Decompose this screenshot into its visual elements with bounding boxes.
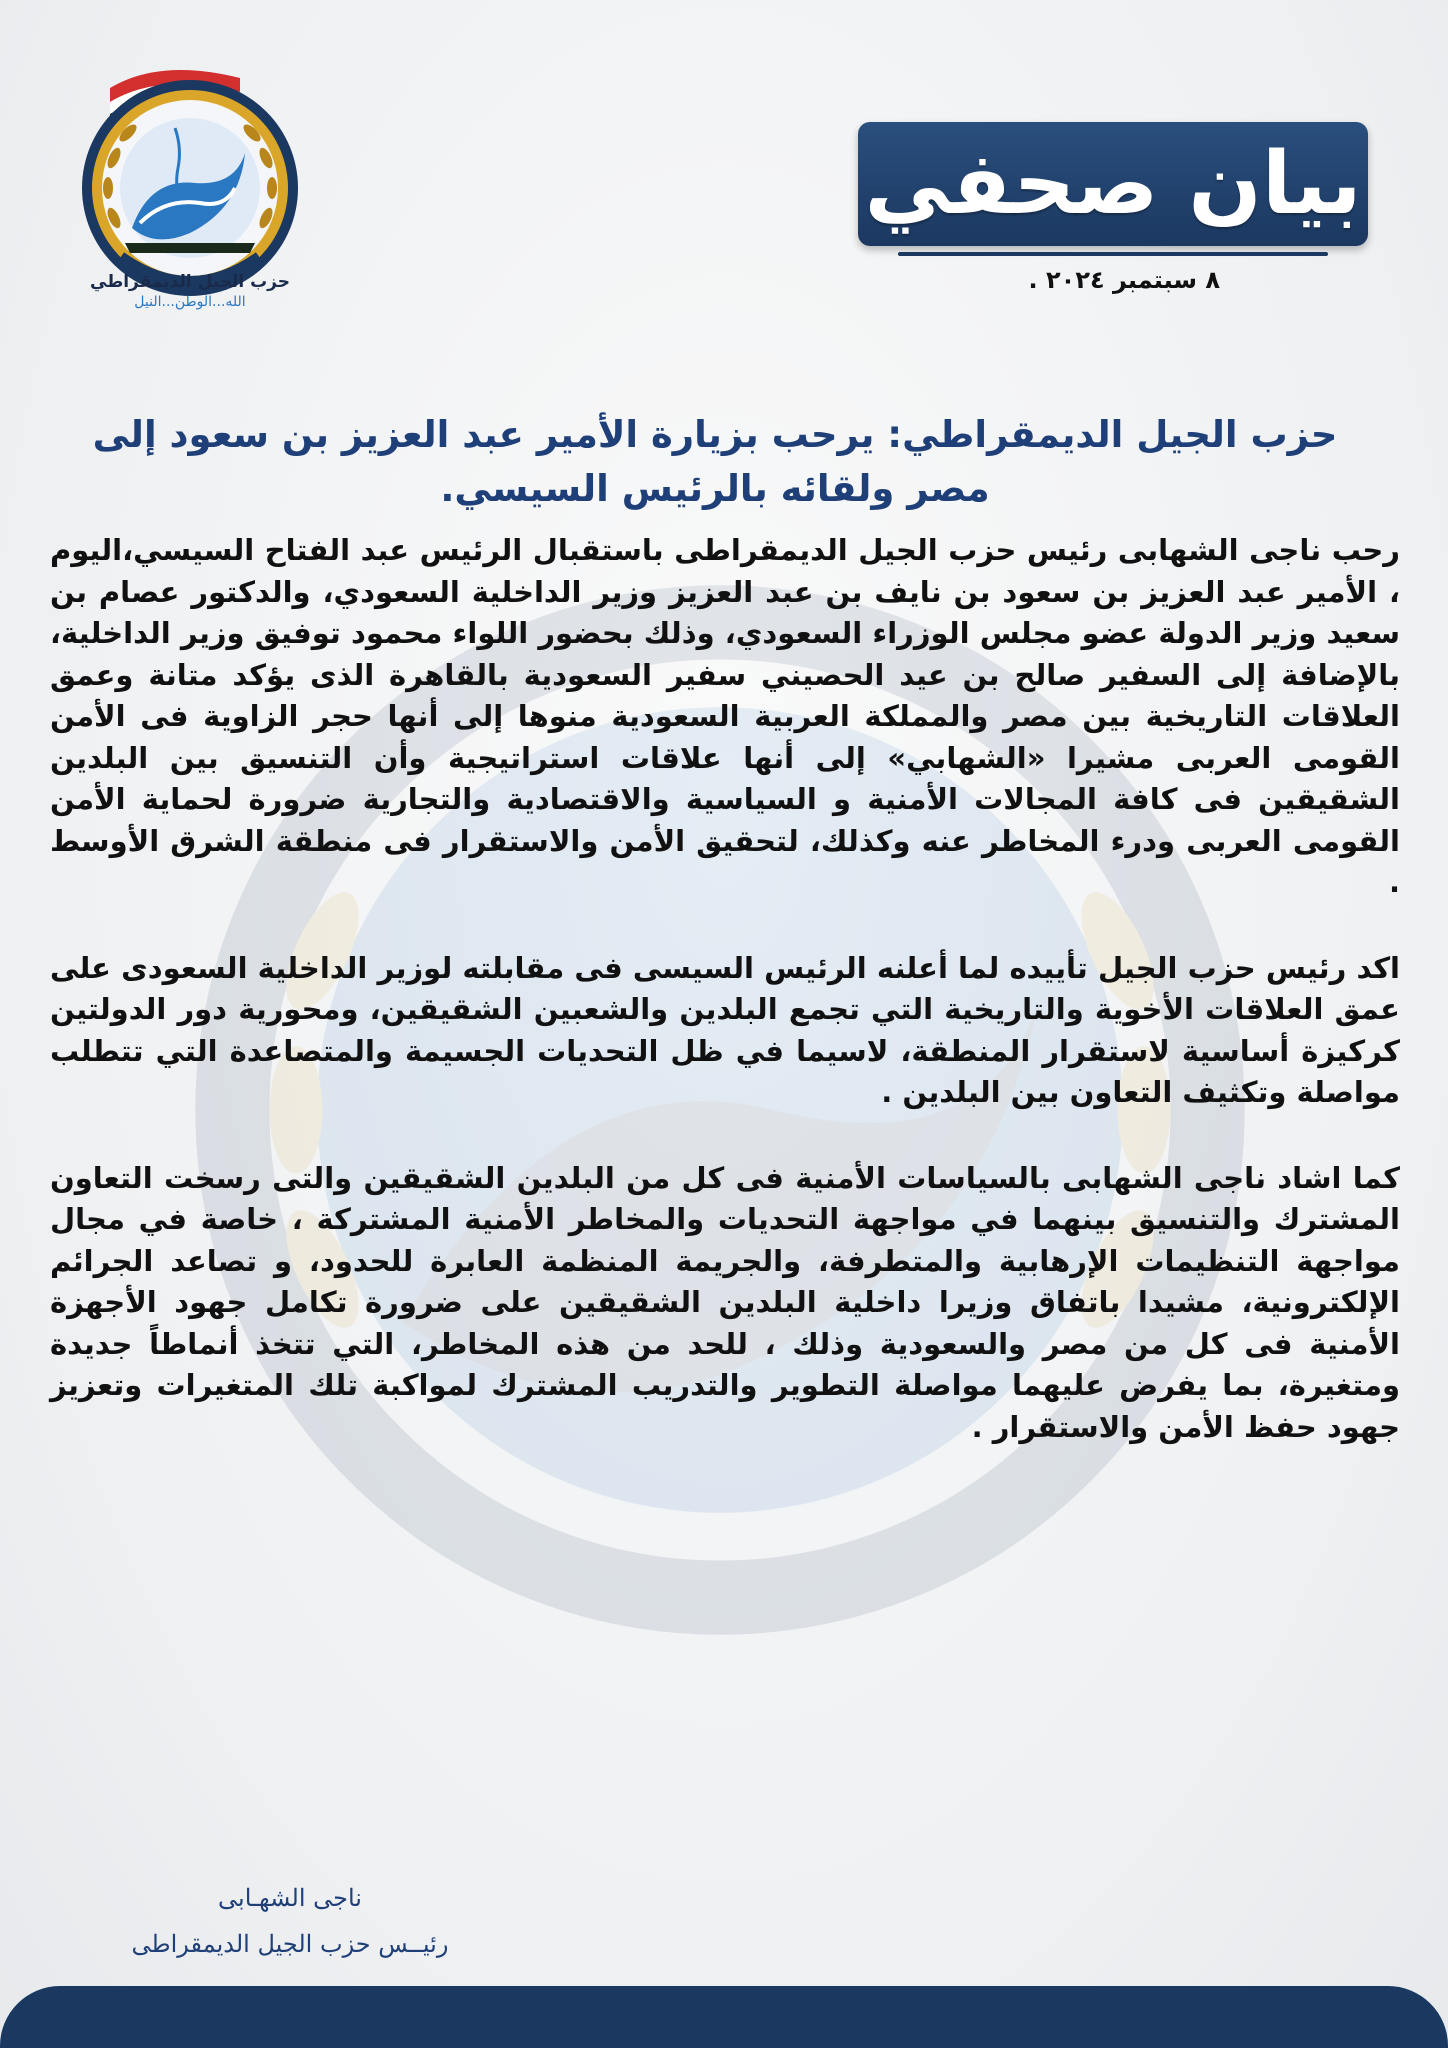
- footer-bar: [0, 1986, 1448, 2048]
- page-title: بيان صحفي: [864, 134, 1362, 234]
- paragraph-1: رحب ناجى الشهابى رئيس حزب الجيل الديمقراطى باستقبال الرئيس عبد الفتاح السيسي،اليوم ، الأمير عبد العزيز بن سعود بن نايف بن عبد العزيز وزير الداخلية السعودي، والدكتور عصام بن سعيد وزير الدولة عضو مجلس الوزراء السعودي، وذلك بحضور اللواء محمود توفيق وزير الداخلية، بالإضافة إلى السفير صالح بن عيد الحصيني سفير السعودية بالقاهرة الذى يؤكد متانة وعمق العلاقات التاريخية بين مصر والمملكة العربية السعودية منوها إلى أنها حجر الزاوية فى الأمن القومى العربى مشيرا «الشهابي» إلى أنها علاقات استراتيجية وأن التنسيق بين البلدين الشقيقين فى كافة المجالات الأمنية و السياسية والاقتصادية والتجارية ضرورة لحماية الأمن القومى العربى ودرء المخاطر عنه وكذلك، لتحقيق الأمن والاستقرار فى منطقة الشرق الأوسط .: [50, 533, 1400, 899]
- signatory-title: رئيــس حزب الجيل الديمقراطى: [131, 1930, 449, 1958]
- signature-block: [80, 1884, 500, 1958]
- release-date: ٨ سبتمبر ٢٠٢٤ .: [1028, 266, 1220, 294]
- logo-caption: [70, 272, 310, 310]
- paragraph-2: اكد رئيس حزب الجيل تأييده لما أعلنه الرئيس السيسى فى مقابلته لوزير الداخلية السعودى على عمق العلاقات الأخوية والتاريخية التي تجمع البلدين والشعبين الشقيقين، ومحورية دور الدولتين كركيزة أساسية لاستقرار المنطقة، لاسيما في ظل التحديات الجسيمة والمتصاعدة التي تتطلب مواصلة وتكثيف التعاون بين البلدين .: [50, 950, 1400, 1109]
- article-body: [50, 530, 1400, 1492]
- paragraph-3: كما اشاد ناجى الشهابى بالسياسات الأمنية فى كل من البلدين الشقيقين والتى رسخت التعاون المشترك والتنسيق بينهما في مواجهة التحديات والمخاطر الأمنية المشتركة ، خاصة في مجال مواجهة التنظيمات الإرهابية والمتطرفة، والجريمة المنظمة العابرة للحدود، و تصاعد الجرائم الإلكترونية، مشيدا باتفاق وزيرا داخلية البلدين الشقيقين على ضرورة تكامل جهود الأجهزة الأمنية فى كل من مصر والسعودية وذلك ، للحد من هذه المخاطر، التي تتخذ أنماطاً جديدة ومتغيرة، بما يفرض عليهما مواصلة التطوير والتدريب المشترك لمواكبة تلك المتغيرات وتعزيز جهود حفظ الأمن والاستقرار .: [50, 1160, 1400, 1444]
- signatory-name: ناجى الشهـابى: [218, 1884, 362, 1912]
- headline: حزب الجيل الديمقراطي: يرحب بزيارة الأمير عبد العزيز بن سعود إلى مصر ولقائه بالرئيس السيسي.: [92, 413, 1338, 510]
- press-release-badge: [858, 122, 1368, 246]
- logo-party-name: حزب الجيل الديمقراطي: [90, 272, 290, 292]
- logo-motto: الله...الوطن...النيل: [134, 294, 246, 310]
